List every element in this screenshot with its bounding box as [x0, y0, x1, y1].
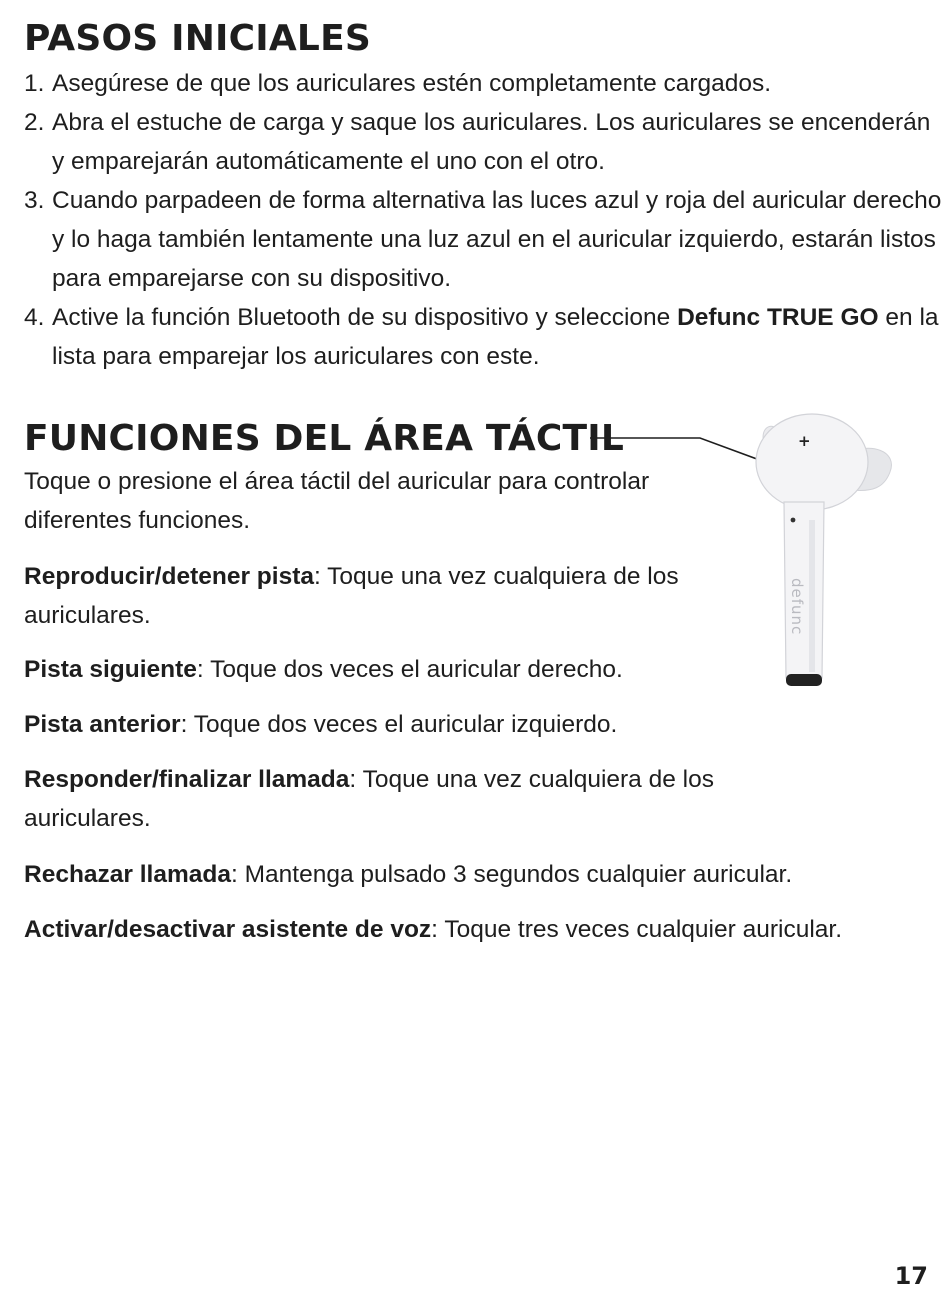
step-text: Asegúrese de que los auriculares estén completamente cargados.: [52, 70, 772, 97]
function-label: Pista anterior: [24, 711, 181, 738]
function-label: Reproducir/detener pista: [24, 563, 314, 590]
step-text: Active la función Bluetooth de su dispositivo y seleccione: [52, 304, 678, 331]
function-label: Activar/desactivar asistente de voz: [24, 916, 432, 943]
step-number: 1.: [24, 70, 45, 97]
step-item: [24, 64, 944, 103]
device-name: Defunc TRUE GO: [677, 304, 879, 331]
earbud-head: [756, 414, 868, 510]
function-voice-assistant: [24, 910, 884, 949]
function-reject-call: [24, 855, 934, 894]
stem-tip: [786, 674, 822, 686]
step-text: Cuando parpadeen de forma alternativa las luces azul y roja del auricular derecho y lo haga también lentamente una luz azul en el auricular izquierdo, estarán listos para emparejarse con su dispositivo.: [52, 187, 942, 292]
function-answer-end-call: [24, 760, 744, 838]
section-title-getting-started: PASOS INICIALES: [24, 18, 371, 59]
earbud-illustration: [580, 410, 910, 695]
step-item: [24, 298, 944, 376]
mic-dot: [791, 518, 796, 523]
steps-list: [24, 64, 944, 376]
function-desc: : Toque dos veces el auricular izquierdo.: [180, 711, 618, 738]
function-desc: : Toque una vez cualquiera de los auriculares.: [24, 766, 714, 832]
function-desc: : Mantenga pulsado 3 segundos cualquier auricular.: [231, 861, 793, 888]
function-label: Rechazar llamada: [24, 861, 231, 888]
function-desc: : Toque una vez cualquiera de los auriculares.: [24, 563, 679, 629]
step-number: 3.: [24, 187, 45, 214]
function-previous-track: [24, 705, 784, 744]
brand-text: defunc: [788, 578, 806, 636]
step-item: [24, 103, 944, 181]
touch-intro: Toque o presione el área táctil del auricular para controlar diferentes funciones.: [24, 468, 650, 534]
step-number: 2.: [24, 109, 45, 136]
step-number: 4.: [24, 304, 45, 331]
step-item: [24, 181, 944, 298]
page-number: 17: [894, 1262, 928, 1290]
function-label: Pista siguiente: [24, 656, 197, 683]
function-label: Responder/finalizar llamada: [24, 766, 350, 793]
function-desc: : Toque dos veces el auricular derecho.: [196, 656, 623, 683]
step-text: en la lista para emparejar los auriculares con este.: [52, 304, 939, 370]
plus-sign: +: [798, 432, 811, 450]
step-text: Abra el estuche de carga y saque los auriculares. Los auriculares se encenderán y emparejarán automáticamente el uno con el otro.: [52, 109, 931, 175]
function-desc: : Toque tres veces cualquier auricular.: [431, 916, 843, 943]
section-title-touch-functions: FUNCIONES DEL ÁREA TÁCTIL: [24, 418, 625, 459]
